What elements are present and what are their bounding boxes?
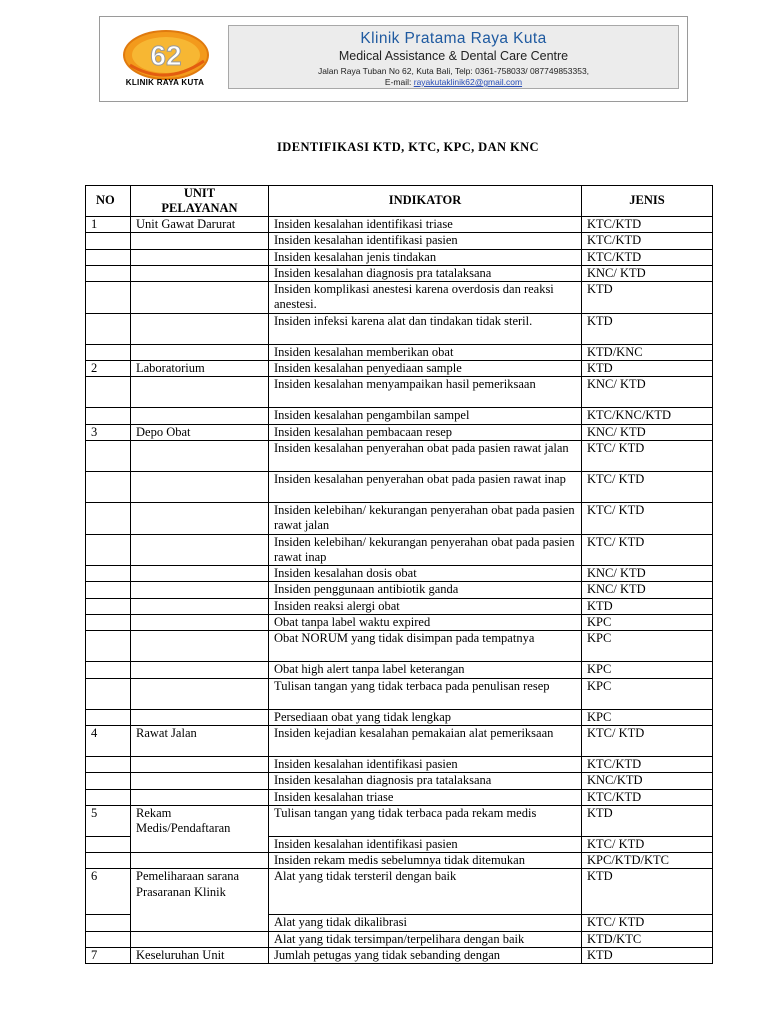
cell-indikator: Insiden kejadian kesalahan pemakaian alat pemeriksaan [269, 725, 582, 756]
cell-no [86, 377, 131, 408]
email-link[interactable]: rayakutaklinik62@gmail.com [413, 77, 523, 87]
table-row [86, 361, 713, 377]
svg-text:62 [150, 40, 181, 71]
cell-no: 5 [86, 805, 131, 836]
cell-unit: Unit Gawat Darurat [131, 217, 269, 233]
table-row [86, 805, 713, 836]
cell-unit: Laboratorium [131, 361, 269, 377]
table-row [86, 853, 713, 869]
table-row [86, 582, 713, 598]
table-row [86, 566, 713, 582]
table-body [86, 217, 713, 964]
cell-no: 7 [86, 948, 131, 964]
cell-jenis: KTC/KNC/KTD [582, 408, 713, 424]
table-row [86, 265, 713, 281]
table-row [86, 249, 713, 265]
logo-number: 62 [150, 40, 182, 71]
cell-indikator: Insiden kesalahan pengambilan sampel [269, 408, 582, 424]
cell-jenis: KTD/KTC [582, 931, 713, 947]
cell-unit [131, 789, 269, 805]
cell-no [86, 709, 131, 725]
cell-indikator: Insiden kelebihan/ kekurangan penyerahan obat pada pasien rawat jalan [269, 502, 582, 534]
table-row [86, 725, 713, 756]
table-row [86, 869, 713, 915]
cell-jenis: KTC/ KTD [582, 471, 713, 502]
cell-jenis: KTD [582, 282, 713, 314]
cell-jenis: KPC [582, 662, 713, 678]
cell-no [86, 344, 131, 360]
cell-unit [131, 582, 269, 598]
cell-no [86, 282, 131, 314]
table-row [86, 709, 713, 725]
cell-unit: Rawat Jalan [131, 725, 269, 756]
cell-indikator: Alat yang tidak tersteril dengan baik [269, 869, 582, 915]
cell-indikator: Obat NORUM yang tidak disimpan pada tempatnya [269, 631, 582, 662]
cell-jenis: KTC/ KTD [582, 534, 713, 566]
cell-jenis: KTC/ KTD [582, 502, 713, 534]
cell-indikator: Insiden kesalahan jenis tindakan [269, 249, 582, 265]
cell-jenis: KTD [582, 948, 713, 964]
letterhead [99, 16, 688, 102]
cell-indikator: Persediaan obat yang tidak lengkap [269, 709, 582, 725]
table-row [86, 313, 713, 344]
cell-indikator: Tulisan tangan yang tidak terbaca pada penulisan resep [269, 678, 582, 709]
cell-jenis: KTD [582, 869, 713, 915]
cell-jenis: KTD [582, 313, 713, 344]
table-row [86, 217, 713, 233]
cell-indikator: Obat tanpa label waktu expired [269, 615, 582, 631]
header-jenis: JENIS [582, 186, 713, 217]
cell-jenis: KPC [582, 631, 713, 662]
cell-no [86, 566, 131, 582]
cell-unit: Keseluruhan Unit [131, 948, 269, 964]
cell-unit: Rekam Medis/Pendaftaran [131, 805, 269, 852]
cell-unit [131, 678, 269, 709]
cell-indikator: Insiden komplikasi anestesi karena overdosis dan reaksi anestesi. [269, 282, 582, 314]
cell-no [86, 836, 131, 852]
cell-unit [131, 598, 269, 614]
cell-no [86, 471, 131, 502]
cell-indikator: Insiden kesalahan identifikasi pasien [269, 836, 582, 852]
table-row [86, 948, 713, 964]
clinic-email-line [229, 77, 678, 88]
cell-no: 1 [86, 217, 131, 233]
table-row [86, 931, 713, 947]
cell-jenis: KTD/KNC [582, 344, 713, 360]
cell-jenis: KPC/KTD/KTC [582, 853, 713, 869]
header-unit: UNIT PELAYANAN [131, 186, 269, 217]
cell-no [86, 408, 131, 424]
header-no: NO [86, 186, 131, 217]
cell-unit [131, 756, 269, 772]
table-row [86, 678, 713, 709]
table-header-row [86, 186, 713, 217]
cell-unit [131, 631, 269, 662]
cell-unit [131, 408, 269, 424]
cell-indikator: Insiden kesalahan triase [269, 789, 582, 805]
cell-indikator: Insiden kesalahan penyerahan obat pada pasien rawat inap [269, 471, 582, 502]
cell-no [86, 678, 131, 709]
cell-no [86, 662, 131, 678]
cell-indikator: Insiden kesalahan pembacaan resep [269, 424, 582, 440]
cell-jenis: KTC/ KTD [582, 440, 713, 471]
table-row [86, 534, 713, 566]
cell-unit [131, 709, 269, 725]
cell-no [86, 502, 131, 534]
cell-unit [131, 344, 269, 360]
table-row [86, 662, 713, 678]
cell-indikator: Insiden kelebihan/ kekurangan penyerahan obat pada pasien rawat inap [269, 534, 582, 566]
cell-jenis: KTC/ KTD [582, 725, 713, 756]
cell-indikator: Jumlah petugas yang tidak sebanding dengan [269, 948, 582, 964]
cell-unit: Pemeliharaan sarana Prasaranan Klinik [131, 869, 269, 931]
cell-indikator: Insiden reaksi alergi obat [269, 598, 582, 614]
cell-no: 2 [86, 361, 131, 377]
cell-indikator: Insiden kesalahan diagnosis pra tatalaksana [269, 773, 582, 789]
cell-unit [131, 566, 269, 582]
cell-no [86, 631, 131, 662]
cell-jenis: KNC/ KTD [582, 566, 713, 582]
table-row [86, 631, 713, 662]
header-indikator: INDIKATOR [269, 186, 582, 217]
cell-jenis: KNC/ KTD [582, 377, 713, 408]
cell-no [86, 534, 131, 566]
cell-indikator: Alat yang tidak tersimpan/terpelihara dengan baik [269, 931, 582, 947]
cell-unit [131, 471, 269, 502]
cell-unit [131, 313, 269, 344]
table-row [86, 756, 713, 772]
clinic-header-box [228, 25, 679, 89]
cell-no [86, 853, 131, 869]
cell-indikator: Insiden kesalahan identifikasi triase [269, 217, 582, 233]
cell-no [86, 598, 131, 614]
table-row [86, 344, 713, 360]
cell-jenis: KTC/KTD [582, 789, 713, 805]
cell-indikator: Insiden kesalahan menyampaikan hasil pemeriksaan [269, 377, 582, 408]
cell-unit [131, 662, 269, 678]
table-row [86, 440, 713, 471]
cell-unit [131, 534, 269, 566]
cell-unit [131, 615, 269, 631]
table-row [86, 471, 713, 502]
incident-table [85, 185, 713, 964]
cell-jenis: KPC [582, 678, 713, 709]
cell-jenis: KNC/ KTD [582, 265, 713, 281]
cell-jenis: KTC/ KTD [582, 915, 713, 931]
cell-unit [131, 931, 269, 947]
table-row [86, 424, 713, 440]
cell-unit: Depo Obat [131, 424, 269, 440]
cell-jenis: KTC/KTD [582, 217, 713, 233]
cell-jenis: KNC/ KTD [582, 582, 713, 598]
logo-text: KLINIK RAYA KUTA [125, 78, 205, 87]
cell-jenis: KPC [582, 615, 713, 631]
table-row [86, 233, 713, 249]
cell-no [86, 615, 131, 631]
cell-indikator: Insiden infeksi karena alat dan tindakan tidak steril. [269, 313, 582, 344]
cell-indikator: Insiden kesalahan identifikasi pasien [269, 756, 582, 772]
cell-no [86, 789, 131, 805]
cell-jenis: KTC/KTD [582, 233, 713, 249]
clinic-subtitle: Medical Assistance & Dental Care Centre [338, 49, 569, 63]
cell-indikator: Insiden kesalahan dosis obat [269, 566, 582, 582]
cell-indikator: Insiden penggunaan antibiotik ganda [269, 582, 582, 598]
cell-no [86, 440, 131, 471]
email-label: E-mail: [384, 77, 412, 87]
table-row [86, 598, 713, 614]
cell-no [86, 773, 131, 789]
clinic-name: Klinik Pratama Raya Kuta [360, 30, 547, 47]
cell-indikator: Insiden kesalahan penyediaan sample [269, 361, 582, 377]
cell-jenis: KTD [582, 598, 713, 614]
cell-unit [131, 853, 269, 869]
cell-unit [131, 249, 269, 265]
cell-jenis: KTC/KTD [582, 756, 713, 772]
cell-jenis: KTD [582, 361, 713, 377]
cell-no [86, 931, 131, 947]
cell-unit [131, 440, 269, 471]
cell-jenis: KNC/ KTD [582, 424, 713, 440]
cell-indikator: Tulisan tangan yang tidak terbaca pada rekam medis [269, 805, 582, 836]
cell-no [86, 313, 131, 344]
cell-indikator: Insiden rekam medis sebelumnya tidak ditemukan [269, 853, 582, 869]
cell-no [86, 582, 131, 598]
document-title: IDENTIFIKASI KTD, KTC, KPC, DAN KNC [277, 140, 539, 154]
cell-no [86, 249, 131, 265]
table-row [86, 773, 713, 789]
cell-indikator: Insiden kesalahan diagnosis pra tatalaksana [269, 265, 582, 281]
clinic-address: Jalan Raya Tuban No 62, Kuta Bali, Telp: 0361-758033/ 087749853353, [317, 66, 590, 76]
cell-no: 3 [86, 424, 131, 440]
table-row [86, 615, 713, 631]
cell-jenis: KTD [582, 805, 713, 836]
cell-jenis: KPC [582, 709, 713, 725]
cell-jenis: KNC/KTD [582, 773, 713, 789]
cell-unit [131, 282, 269, 314]
table-row [86, 377, 713, 408]
table-row [86, 789, 713, 805]
table-row [86, 282, 713, 314]
cell-unit [131, 233, 269, 249]
cell-indikator: Insiden kesalahan penyerahan obat pada pasien rawat jalan [269, 440, 582, 471]
cell-unit [131, 377, 269, 408]
cell-no: 6 [86, 869, 131, 915]
cell-indikator: Alat yang tidak dikalibrasi [269, 915, 582, 931]
cell-unit [131, 265, 269, 281]
cell-no [86, 265, 131, 281]
cell-jenis: KTC/ KTD [582, 836, 713, 852]
table-row [86, 502, 713, 534]
cell-unit [131, 502, 269, 534]
cell-indikator: Insiden kesalahan identifikasi pasien [269, 233, 582, 249]
cell-jenis: KTC/KTD [582, 249, 713, 265]
cell-no [86, 915, 131, 931]
cell-no [86, 233, 131, 249]
table-row [86, 408, 713, 424]
cell-indikator: Obat high alert tanpa label keterangan [269, 662, 582, 678]
cell-no [86, 756, 131, 772]
cell-no: 4 [86, 725, 131, 756]
cell-indikator: Insiden kesalahan memberikan obat [269, 344, 582, 360]
cell-unit [131, 773, 269, 789]
